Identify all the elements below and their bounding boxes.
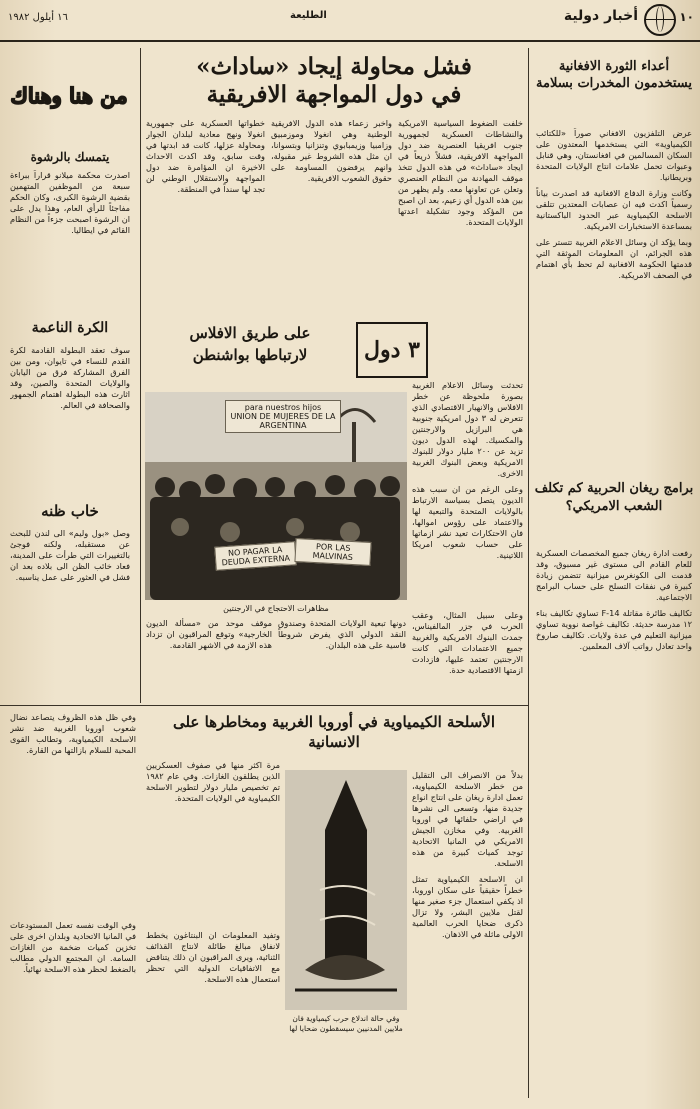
photo-caption: مظاهرات الاحتجاج في الارجنتين bbox=[223, 604, 329, 613]
main-headline-1: فشل محاولة إيجاد «ساداث» bbox=[196, 53, 472, 80]
missile-icon bbox=[285, 770, 407, 1010]
banner-sign: NO PAGAR LA DEUDA EXTERNA bbox=[214, 541, 296, 571]
article-text: اصدرت محكمة ميلانو قراراً ببراءة سبعة من الموظفين المتهمين بقضية الرشوة الكبرى، وكان الحكم مفاجئاً للرأي العام، وهذا يدل على ان الرشوة اصبحت جزءاً من النظام القائم في ايطاليا. bbox=[10, 170, 130, 235]
states-headline-1: على طريق الافلاس bbox=[189, 324, 311, 342]
masthead-title: من هنا وهناك bbox=[10, 83, 128, 108]
column-divider bbox=[528, 48, 529, 1098]
article-text: دونها تبعية الولايات المتحدة وصندوق النقد الدولي الذي يفرض شروطاً قاسية على هذه البلدان. bbox=[278, 618, 406, 650]
main-headline-2: في دول المواجهة الافريقية bbox=[206, 81, 462, 108]
article-text: وصل «بول وليم» الى لندن للبحث عن مستقبله، ولكنه فوجئ بالتغييرات التي طرأت على المدينة، فعاد خائب الظن الى بلاده بعد ان فشل في العثور على عمل يناسبه. bbox=[10, 528, 130, 582]
section-title: أخبار دولية bbox=[563, 8, 638, 24]
page-number: ١٠ bbox=[679, 10, 694, 24]
article-text: سوف تعقد البطولة القادمة لكرة القدم للنساء في تايوان، ومن بين الفرق المشاركة فرق من اليابان والولايات المتحدة والصين، وقد اثارت هذه البطولة اهتمام الجمهور والصحافة في العالم. bbox=[10, 345, 130, 410]
protest-photo bbox=[145, 392, 407, 600]
item-title: الكرة الناعمة bbox=[31, 320, 109, 336]
article-text: تحدثت وسائل الاعلام الغربية بصورة ملحوظة عن خطر الافلاس والانهيار الاقتصادي الذي تتعرض له ٣ دول امريكية جنوبية هي البرازيل والارجنتين والمكسيك. لهذه الدول ديون تزيد عن ٢٠٠ مليار دولار للبنوك الامريكية وبعض البنوك الغربية الاخرى. وعلى الرغم من ان سبب هذه الديون يتصل بسياسة الارتباط بالولايات المتحدة والتبعية لها والاعتماد على رؤوس اموالها، فان الاحتكارات تعيد نشر ازماتها على حساب شعوب امريكا اللاتينية. bbox=[412, 380, 523, 560]
illustration-photo bbox=[285, 770, 407, 1010]
article-text: موقف موحد من «مسألة الديون الخارجية» وتوقع المراقبون ان تزداد هذه الازمة في الاشهر القادمة. bbox=[146, 618, 272, 650]
masthead-logo bbox=[10, 56, 128, 136]
article-text: بدلاً من الانصراف الى التقليل من خطر الاسلحة الكيمياوية، تعمل ادارة ريغان على انتاج انواع جديدة منها، وتسعى الى نشرها في اراضي حلفائها في اوروبا الغربية. وفي مخازن الجيش الامريكي في المانيا الاتحادية توجد كميات كبيرة من هذه الاسلحة. ان الاسلحة الكيمياوية تمثل خطراً حقيقياً على سكان اوروبا، اذ يكفي استعمال جزء صغير منها لقتل ملايين البشر، ولا تزال ذكرى ضحايا الحرب العالمية الاولى ماثلة في الاذهان. bbox=[412, 770, 523, 939]
number-box: ٣ دول bbox=[356, 322, 428, 378]
right-subheadline: برامج ريغان الحربية كم تكلف الشعب الامريكي؟ bbox=[534, 481, 694, 514]
section-divider bbox=[0, 705, 140, 706]
section-divider bbox=[140, 705, 528, 706]
right-headline: أعداء الثورة الافغانية يستخدمون المخدرات بسلامة bbox=[536, 59, 692, 91]
article-text: واخبر زعماء هذه الدول الافريقية الوطنية وهي انغولا وموزمبيق وزامبيا وزيمبابوي وتنزانيا وبتسوانا، ان مثل هذه الشروط غير مقبولة، وانهم يرفضون المساومة على حقوق الشعوب الافريقية. bbox=[271, 118, 392, 183]
page-header bbox=[0, 0, 700, 42]
article-text: خطواتها العسكرية على جمهورية انغولا ونهج معادية لبلدان الجوار ومحاولة عزلها، كانت قد ابدتها في وقت سابق، وقد اكدت الاحداث الاخيرة ان المؤامرة ضد دول المواجهة والاستقلال الوطني لن تجد لها سنداً في المنطقة. bbox=[146, 118, 265, 194]
item-title: يتمسك بالرشوة bbox=[30, 150, 110, 164]
article-text: خلفت الضغوط السياسية الامريكية والنشاطات العسكرية لجمهورية جنوب افريقيا العنصرية ضد دول المواجهة الافريقية، فشلاً ذريعاً في ايجاد «ساداث» في هذه الدول تتخذ موقف المهادنة من النظام العنصري وتعلن عن تعاونها معه. ولم يظهر من بين هذه الدول أي زعيم، بعد ان اصبح من المؤكد وجود تشكيلة اعدتها الولايات المتحدة. bbox=[398, 118, 523, 227]
banner-sign: POR LAS MALVINAS bbox=[294, 538, 371, 566]
article-text: رفعت ادارة ريغان جميع المخصصات العسكرية للعام القادم الى مستوى غير مسبوق، وقد قدمت الى الكونغرس ميزانية تتضمن زيادة كبيرة في نفقات التسلح على حساب البرامج الاجتماعية. تكاليف طائرة مقاتلة F-14 تساوي تكاليف بناء ١٢ مدرسة حديثة. تكاليف غواصة نووية تساوي ميزانية التعليم في عدة ولايات. تكاليف صاروخ واحد تعادل رواتب آلاف المعلمين. bbox=[536, 548, 692, 651]
article-text: عرض التلفزيون الافغاني صوراً «للكتائب الكيمياوية» التي يستخدمها المعتدون على السكان المسالمين في افغانستان، وهي قنابل وعبوات تحمل علامات انتاج الولايات المتحدة وبريطانيا. وكانت وزارة الدفاع الافغانية قد اصدرت بياناً رسمياً اكدت فيه ان عصابات المعتدين تتلقى الاسلحة الكيمياوية عبر الحدود الباكستانية بمساعدة الاستخبارات الامريكية. وبما يؤكد ان وسائل الاعلام الغربية تتستر على هذه الجرائم، ان المعلومات الموثقة التي قدمتها الحكومة الافغانية لم تحظ بأي اهتمام في الصحف الامريكية. bbox=[536, 128, 692, 280]
article-text: وتفيد المعلومات ان البنتاغون يخطط لانفاق مبالغ طائلة لانتاج القذائف الثنائية، ويرى المراقبون ان ذلك يتناقض مع الاتفاقيات الدولية التي تحظر استعمال هذه الاسلحة. bbox=[146, 930, 280, 984]
article-text: وفي ظل هذه الظروف يتصاعد نضال شعوب اوروبا الغربية ضد نشر الاسلحة الكيمياوية، وتطالب القوى المحبة للسلام بازالتها من القارة. bbox=[10, 712, 136, 755]
states-headline-2: لارتباطها بواشنطن bbox=[192, 346, 308, 364]
chemical-headline: الأسلحة الكيمياوية في أوروبا الغربية ومخاطرها على الانسانية bbox=[172, 713, 496, 751]
article-text: مرة اكثر منها في صفوف العسكريين الذين يطلقون الغازات. وفي عام ١٩٨٢ تم تخصيص مليار دولار لتطوير الاسلحة الكيمياوية في الولايات المتحدة. bbox=[146, 760, 280, 803]
item-title: خاب ظنه bbox=[41, 502, 99, 520]
article-text: وفي الوقت نفسه تعمل المستودعات في المانيا الاتحادية وبلدان اخرى على تخزين كميات ضخمة من الغازات السامة. ان المجتمع الدولي مطالب بالضغط لحظر هذه الاسلحة نهائياً. bbox=[10, 920, 136, 974]
issue-date: ١٦ أيلول ١٩٨٢ bbox=[8, 12, 68, 23]
paper-name: الطليعة bbox=[290, 10, 327, 21]
column-divider bbox=[140, 48, 141, 703]
banner-sign: para nuestros hijos UNION DE MUJERES DE LA ARGENTINA bbox=[225, 400, 341, 433]
article-text: وعلى سبيل المثال، وعقب الحرب في جزر المالفيناس، جمدت البنوك الامريكية والغربية جميع الاعتمادات التي كانت الارجنتين تعتمد عليها، فازدادت ازمتها الاقتصادية حدة. bbox=[412, 610, 523, 675]
photo-caption: وفي حالة اندلاع حرب كيمياوية فان ملايين المدنيين سيسقطون ضحايا لها bbox=[289, 1014, 403, 1033]
globe-icon bbox=[644, 4, 676, 36]
